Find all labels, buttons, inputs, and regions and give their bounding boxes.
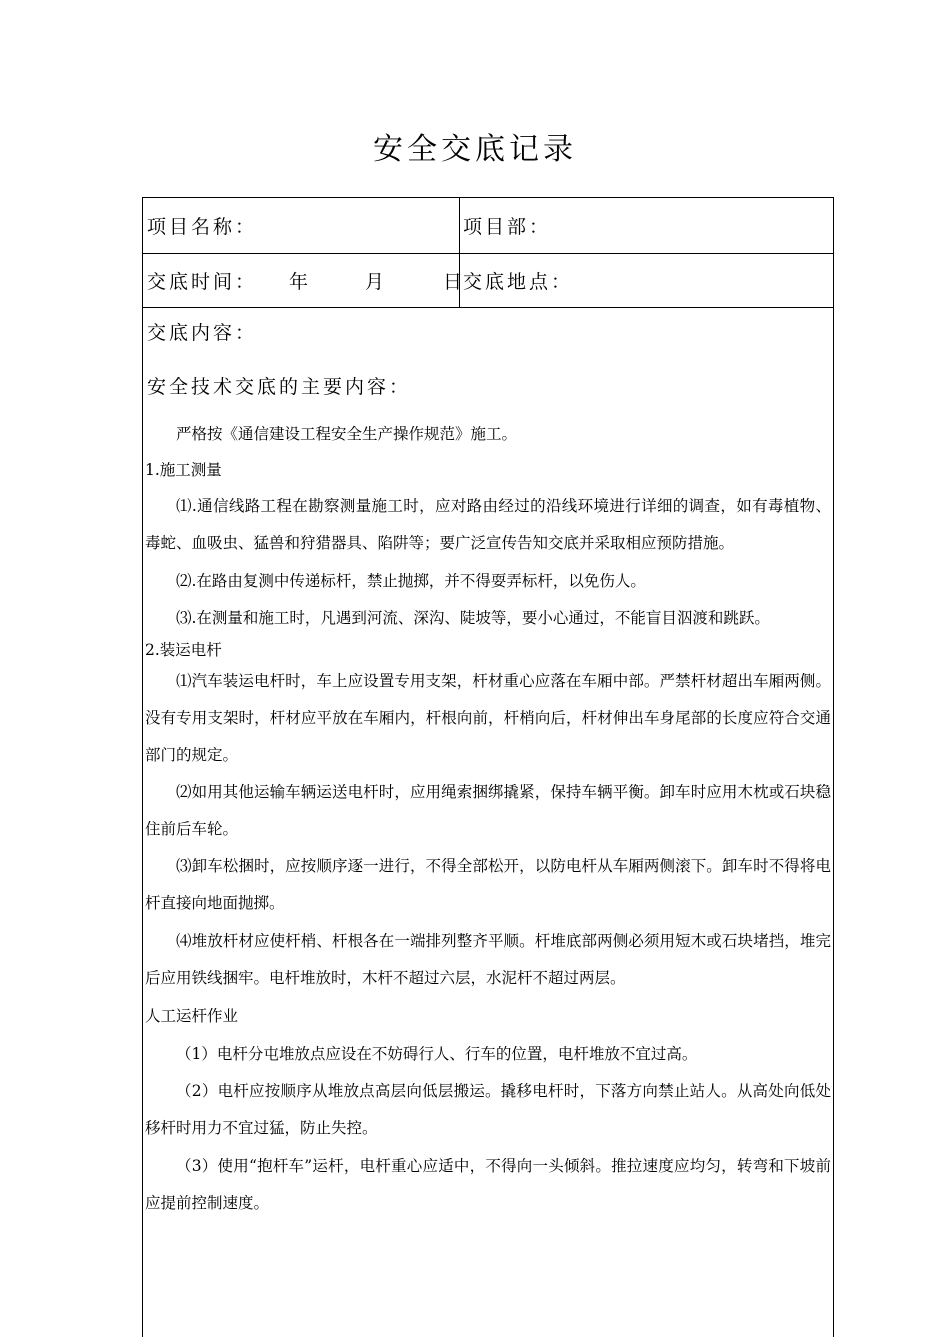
section-survey-heading: 1.施工测量 xyxy=(145,461,222,479)
main-content-heading: 安全技术交底的主要内容： xyxy=(147,376,412,398)
manual-item-1: （1）电杆分屯堆放点应设在不妨碍行人、行车的位置，电杆堆放不宜过高。 xyxy=(176,1045,698,1063)
date-label: 交底时间： xyxy=(147,271,258,293)
column-divider xyxy=(459,198,460,253)
document-title: 安全交底记录 xyxy=(373,132,577,167)
manual-item-2: （2）电杆应按顺序从堆放点高层向低层搬运。撬移电杆时，下落方向禁止站人。从高处向低处移杆时用力不宜过猛，防止失控。 xyxy=(145,1082,831,1137)
record-table xyxy=(142,197,834,1337)
date-cell xyxy=(147,254,466,307)
table-row-project xyxy=(143,198,833,254)
date-day: 日 xyxy=(443,271,466,293)
loading-item-1: ⑴汽车装运电杆时，车上应设置专用支架，杆材重心应落在车厢中部。严禁杆材超出车厢两侧。没有专用支架时，杆材应平放在车厢内，杆根向前，杆梢向后，杆材伸出车身尾部的长度应符合交通部门的规定。 xyxy=(145,672,831,764)
section-loading-heading: 2.装运电杆 xyxy=(145,641,222,659)
content-label: 交底内容： xyxy=(147,322,258,344)
loading-item-4: ⑷堆放杆材应使杆梢、杆根各在一端排列整齐平顺。杆堆底部两侧必须用短木或石块堵挡，堆完后应用铁线捆牢。电杆堆放时，木杆不超过六层，水泥杆不超过两层。 xyxy=(145,932,831,987)
date-year: 年 xyxy=(289,271,312,293)
date-month: 月 xyxy=(365,271,388,293)
survey-item-1: ⑴.通信线路工程在勘察测量施工时，应对路由经过的沿线环境进行详细的调查，如有毒植物、毒蛇、血吸虫、猛兽和狩猎器具、陷阱等；要广泛宣传告知交底并采取相应预防措施。 xyxy=(145,497,831,552)
project-dept-label: 项目部： xyxy=(463,216,552,238)
location-label: 交底地点： xyxy=(463,271,574,293)
loading-item-3: ⑶卸车松捆时，应按顺序逐一进行，不得全部松开，以防电杆从车厢两侧滚下。卸车时不得将电杆直接向地面抛掷。 xyxy=(145,857,831,912)
manual-item-3: （3）使用“抱杆车”运杆，电杆重心应适中，不得向一头倾斜。推拉速度应均匀，转弯和下坡前应提前控制速度。 xyxy=(145,1157,831,1212)
section-manual-heading: 人工运杆作业 xyxy=(145,1007,239,1025)
survey-item-3: ⑶.在测量和施工时，凡遇到河流、深沟、陡坡等，要小心通过，不能盲目泅渡和跳跃。 xyxy=(176,609,770,627)
survey-item-2: ⑵.在路由复测中传递标杆，禁止抛掷，并不得耍弄标杆，以免伤人。 xyxy=(176,572,646,590)
loading-item-2: ⑵如用其他运输车辆运送电杆时，应用绳索捆绑撬紧，保持车辆平衡。卸车时应用木枕或石块稳住前后车轮。 xyxy=(145,783,831,838)
column-divider xyxy=(459,254,460,307)
table-row-date-location xyxy=(143,254,833,308)
intro-paragraph: 严格按《通信建设工程安全生产操作规范》施工。 xyxy=(176,425,518,443)
project-name-label: 项目名称： xyxy=(147,216,258,238)
